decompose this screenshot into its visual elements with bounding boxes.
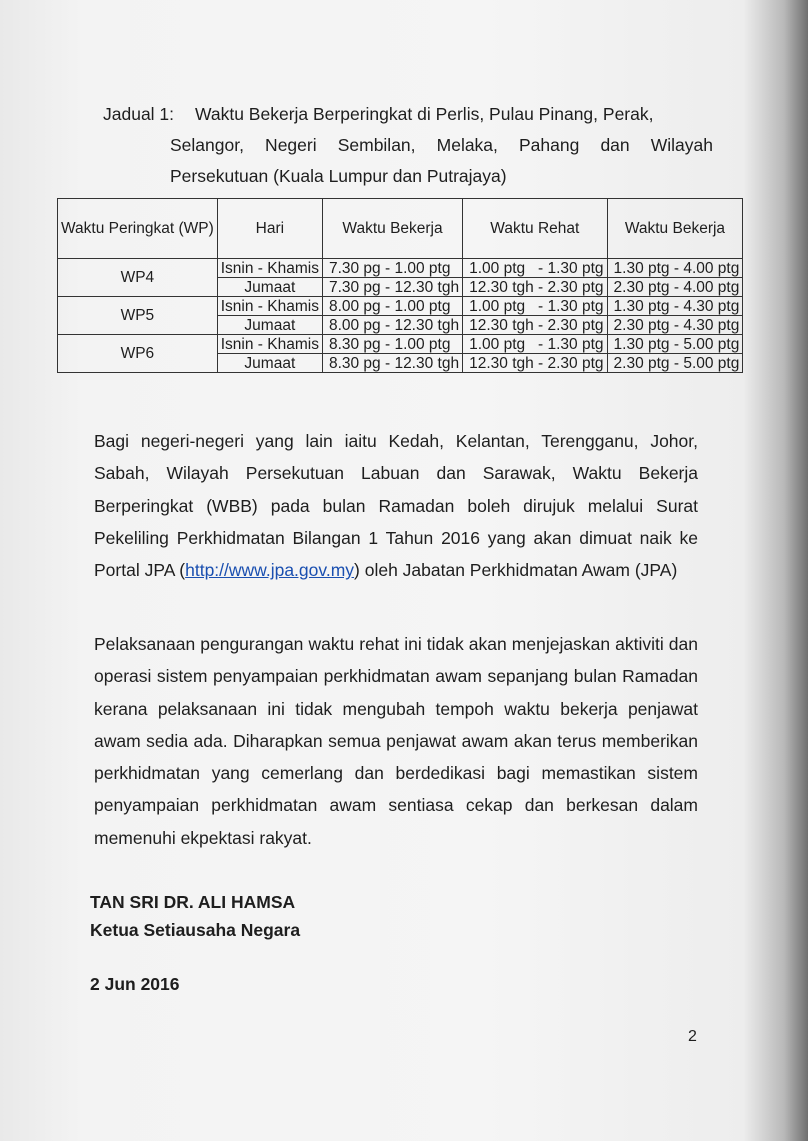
caption-line-2: Selangor, Negeri Sembilan, Melaka, Pahang dan Wilayah: [170, 135, 713, 155]
header-work1: Waktu Bekerja: [322, 199, 462, 259]
rest-cell: 12.30 tgh - 2.30 ptg: [463, 354, 607, 373]
day-cell: Jumaat: [217, 316, 322, 335]
paragraph-1: [94, 425, 698, 586]
rest-cell: 12.30 tgh - 2.30 ptg: [463, 278, 607, 297]
work1-cell: 8.30 pg - 1.00 ptg: [322, 335, 462, 354]
rest-cell: 1.00 ptg - 1.30 ptg: [463, 259, 607, 278]
work2-cell: 1.30 ptg - 5.00 ptg: [607, 335, 743, 354]
caption-line-1: Waktu Bekerja Berperingkat di Perlis, Pulau Pinang, Perak,: [195, 104, 654, 124]
rest-cell: 1.00 ptg - 1.30 ptg: [463, 335, 607, 354]
work1-cell: 7.30 pg - 12.30 tgh: [322, 278, 462, 297]
day-cell: Jumaat: [217, 354, 322, 373]
wp-cell: WP6: [58, 335, 218, 373]
work2-cell: 2.30 ptg - 4.30 ptg: [607, 316, 743, 335]
day-cell: Isnin - Khamis: [217, 297, 322, 316]
paragraph-1-text: Bagi negeri-negeri yang lain iaitu Kedah, Kelantan, Terengganu, Johor, Sabah, Wilayah Persekutuan Labuan dan Sarawak, Waktu Bekerja Berperingkat (WBB) pada bulan Ramadan boleh dirujuk melalui Surat Pekeliling Perkhidmatan Bilangan 1 Tahun 2016 yang akan dimuat naik ke Portal JPA (: [94, 431, 698, 581]
table-row: [58, 259, 743, 278]
table-row: [58, 297, 743, 316]
work2-cell: 1.30 ptg - 4.00 ptg: [607, 259, 743, 278]
work1-cell: 8.00 pg - 12.30 tgh: [322, 316, 462, 335]
jpa-portal-link[interactable]: http://www.jpa.gov.my: [185, 560, 355, 581]
signatory-title: Ketua Setiausaha Negara: [90, 920, 301, 940]
header-work2: Waktu Bekerja: [607, 199, 743, 259]
table-caption: [103, 99, 713, 192]
header-rest: Waktu Rehat: [463, 199, 607, 259]
work1-cell: 7.30 pg - 1.00 ptg: [322, 259, 462, 278]
caption-line-3: Persekutuan (Kuala Lumpur dan Putrajaya): [170, 166, 507, 186]
header-wp: Waktu Peringkat (WP): [58, 199, 218, 259]
wp-cell: WP4: [58, 259, 218, 297]
day-cell: Isnin - Khamis: [217, 335, 322, 354]
table-row: [58, 335, 743, 354]
caption-label: Jadual 1:: [103, 104, 175, 124]
letter-date: 2 Jun 2016: [90, 974, 180, 994]
rest-cell: 1.00 ptg - 1.30 ptg: [463, 297, 607, 316]
table-header-row: [58, 199, 743, 259]
wp-cell: WP5: [58, 297, 218, 335]
work1-cell: 8.30 pg - 12.30 tgh: [322, 354, 462, 373]
working-hours-table: [57, 198, 743, 373]
page-number: 2: [688, 1028, 697, 1045]
paragraph-2: Pelaksanaan pengurangan waktu rehat ini tidak akan menjejaskan aktiviti dan operasi sistem penyampaian perkhidmatan awam sepanjang bulan Ramadan kerana pelaksanaan ini tidak mengubah tempoh waktu bekerja penjawat awam sedia ada. Diharapkan semua penjawat awam akan terus memberikan perkhidmatan yang cemerlang dan berdedikasi bagi memastikan sistem penyampaian perkhidmatan awam sentiasa cekap dan berkesan dalam memenuhi ekpektasi rakyat.: [94, 634, 698, 848]
signatory-name: TAN SRI DR. ALI HAMSA: [90, 892, 296, 912]
paragraph-1-text-end: ) oleh Jabatan Perkhidmatan Awam (JPA): [354, 560, 678, 581]
work2-cell: 2.30 ptg - 5.00 ptg: [607, 354, 743, 373]
work2-cell: 1.30 ptg - 4.30 ptg: [607, 297, 743, 316]
rest-cell: 12.30 tgh - 2.30 ptg: [463, 316, 607, 335]
header-day: Hari: [217, 199, 322, 259]
day-cell: Isnin - Khamis: [217, 259, 322, 278]
day-cell: Jumaat: [217, 278, 322, 297]
work1-cell: 8.00 pg - 1.00 ptg: [322, 297, 462, 316]
work2-cell: 2.30 ptg - 4.00 ptg: [607, 278, 743, 297]
